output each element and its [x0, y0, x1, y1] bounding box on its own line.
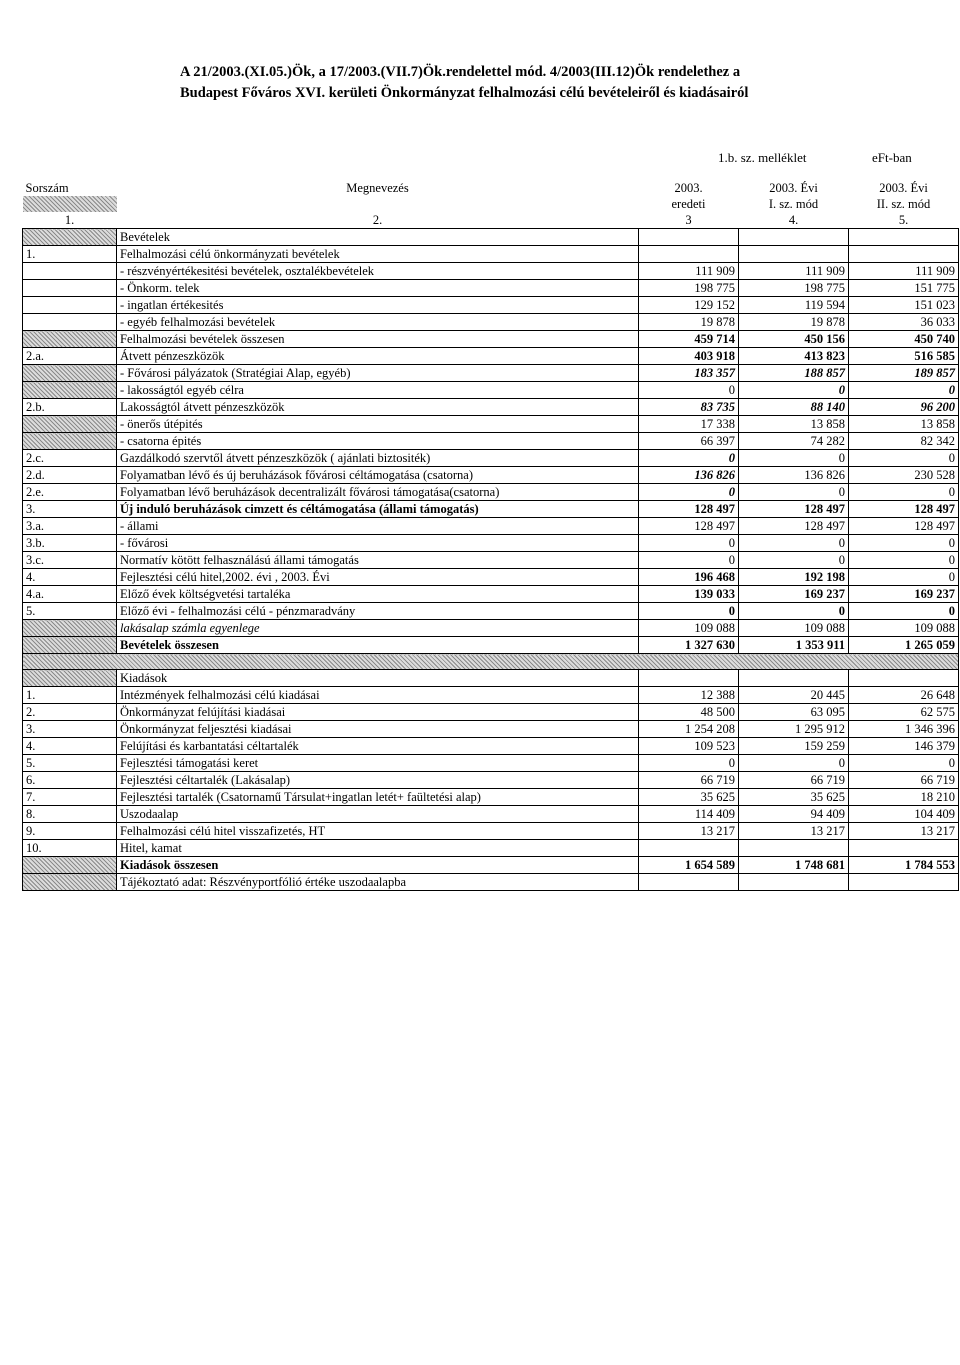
- row-name-cell: Önkormányzat feljesztési kiadásai: [117, 721, 639, 738]
- value-mod1-cell: 94 409: [739, 806, 849, 823]
- table-row: [23, 263, 959, 280]
- table-row: [23, 365, 959, 382]
- row-name-cell: - Önkorm. telek: [117, 280, 639, 297]
- unit-label: eFt-ban: [872, 150, 912, 165]
- table-row: [23, 721, 959, 738]
- value-mod2-cell: 36 033: [849, 314, 959, 331]
- row-number-cell: 3.: [23, 501, 117, 518]
- value-original-cell: [639, 246, 739, 263]
- header-cell: 2003. Évi: [879, 180, 928, 195]
- value-mod2-cell: 66 719: [849, 772, 959, 789]
- value-mod1-cell: 35 625: [739, 789, 849, 806]
- row-number-cell: 3.: [23, 721, 117, 738]
- value-mod2-cell: 230 528: [849, 467, 959, 484]
- value-original-cell: 109 523: [639, 738, 739, 755]
- value-mod2-cell: 26 648: [849, 687, 959, 704]
- value-mod2-cell: 128 497: [849, 518, 959, 535]
- header-cell: 2.: [372, 212, 383, 227]
- value-mod1-cell: 198 775: [739, 280, 849, 297]
- row-number-cell: 3.a.: [23, 518, 117, 535]
- table-row: [23, 772, 959, 789]
- value-mod2-cell: [849, 246, 959, 263]
- value-mod1-cell: [739, 246, 849, 263]
- value-original-cell: 66 719: [639, 772, 739, 789]
- value-original-cell: 48 500: [639, 704, 739, 721]
- row-number-cell: 5.: [23, 603, 117, 620]
- value-mod2-cell: 516 585: [849, 348, 959, 365]
- value-mod1-cell: [739, 670, 849, 687]
- row-number-cell: 8.: [23, 806, 117, 823]
- header-cell: [117, 196, 639, 212]
- value-mod2-cell: 0: [849, 569, 959, 586]
- value-mod2-cell: 189 857: [849, 365, 959, 382]
- header-cell: Sorszám: [25, 180, 69, 195]
- row-number-cell: [23, 263, 117, 280]
- value-original-cell: [639, 670, 739, 687]
- table-row: [23, 484, 959, 501]
- header-cell: [23, 196, 117, 212]
- value-mod2-cell: 13 858: [849, 416, 959, 433]
- value-mod1-cell: 119 594: [739, 297, 849, 314]
- row-name-cell: - csatorna épités: [117, 433, 639, 450]
- value-original-cell: 19 878: [639, 314, 739, 331]
- value-original-cell: 139 033: [639, 586, 739, 603]
- row-name-cell: Előző évi - felhalmozási célú - pénzmaradvány: [117, 603, 639, 620]
- value-original-cell: 129 152: [639, 297, 739, 314]
- table-row: [23, 246, 959, 263]
- value-original-cell: 0: [639, 603, 739, 620]
- table-row: [23, 840, 959, 857]
- table-row: [23, 857, 959, 874]
- row-number-cell: 1.: [23, 246, 117, 263]
- row-name-cell: Bevételek: [117, 229, 639, 246]
- row-name-cell: Lakosságtól átvett pénzeszközök: [117, 399, 639, 416]
- table-row: [23, 501, 959, 518]
- row-name-cell: Felhalmozási bevételek összesen: [117, 331, 639, 348]
- row-number-cell: [23, 314, 117, 331]
- row-name-cell: Kiadások összesen: [117, 857, 639, 874]
- table-row: [23, 229, 959, 246]
- value-mod1-cell: 1 295 912: [739, 721, 849, 738]
- row-name-cell: Kiadások: [117, 670, 639, 687]
- value-mod1-cell: 188 857: [739, 365, 849, 382]
- row-name-cell: Fejlesztési célú hitel,2002. évi , 2003. Évi: [117, 569, 639, 586]
- value-mod1-cell: 0: [739, 535, 849, 552]
- value-original-cell: [639, 229, 739, 246]
- value-mod2-cell: 109 088: [849, 620, 959, 637]
- header-cell: 1.: [64, 212, 75, 227]
- header-cell: 2003.: [674, 180, 703, 195]
- row-number-cell: 3.c.: [23, 552, 117, 569]
- table-row: [23, 518, 959, 535]
- value-original-cell: 35 625: [639, 789, 739, 806]
- value-mod1-cell: 192 198: [739, 569, 849, 586]
- row-name-cell: - állami: [117, 518, 639, 535]
- row-name-cell: Gazdálkodó szervtől átvett pénzeszközök ( ajánlati biztositék): [117, 450, 639, 467]
- header-cell: 3: [685, 212, 692, 227]
- row-number-cell: 2.b.: [23, 399, 117, 416]
- table-row: [23, 806, 959, 823]
- row-number-cell: [23, 297, 117, 314]
- row-name-cell: Előző évek költségvetési tartaléka: [117, 586, 639, 603]
- value-original-cell: 13 217: [639, 823, 739, 840]
- value-mod2-cell: 0: [849, 450, 959, 467]
- row-name-cell: Felhalmozási célú hitel visszafizetés, HT: [117, 823, 639, 840]
- value-mod2-cell: [849, 670, 959, 687]
- value-mod1-cell: 0: [739, 755, 849, 772]
- value-mod1-cell: 128 497: [739, 501, 849, 518]
- header-row-2: [23, 196, 959, 212]
- row-number-cell: [23, 670, 117, 687]
- table-row: [23, 670, 959, 687]
- table-row: [23, 704, 959, 721]
- value-mod2-cell: 1 346 396: [849, 721, 959, 738]
- value-original-cell: 0: [639, 755, 739, 772]
- value-mod2-cell: 151 023: [849, 297, 959, 314]
- value-mod2-cell: 128 497: [849, 501, 959, 518]
- title-line-2: Budapest Főváros XVI. kerületi Önkormányzat felhalmozási célú bevételeiről és kiadásairól: [180, 85, 749, 101]
- table-row: [23, 314, 959, 331]
- value-mod2-cell: 0: [849, 535, 959, 552]
- row-name-cell: Uszodaalap: [117, 806, 639, 823]
- row-number-cell: [23, 280, 117, 297]
- table-row: [23, 450, 959, 467]
- table-row: [23, 467, 959, 484]
- value-original-cell: 114 409: [639, 806, 739, 823]
- table-row: [23, 331, 959, 348]
- value-mod2-cell: 146 379: [849, 738, 959, 755]
- value-original-cell: 17 338: [639, 416, 739, 433]
- value-mod2-cell: 18 210: [849, 789, 959, 806]
- title-line-1: A 21/2003.(XI.05.)Ök, a 17/2003.(VII.7)Ök.rendelettel mód. 4/2003(III.12)Ök rendelethez a: [180, 64, 741, 80]
- value-original-cell: 0: [639, 450, 739, 467]
- value-mod1-cell: 20 445: [739, 687, 849, 704]
- table-row: [23, 874, 959, 891]
- document-title: [180, 62, 820, 104]
- row-name-cell: lakásalap számla egyenlege: [117, 620, 639, 637]
- row-number-cell: 2.c.: [23, 450, 117, 467]
- value-mod1-cell: 136 826: [739, 467, 849, 484]
- row-name-cell: Hitel, kamat: [117, 840, 639, 857]
- value-mod1-cell: [739, 874, 849, 891]
- table-row: [23, 552, 959, 569]
- value-original-cell: [639, 840, 739, 857]
- table-row: [23, 789, 959, 806]
- table-row: [23, 399, 959, 416]
- value-original-cell: 0: [639, 552, 739, 569]
- header-cell: II. sz. mód: [876, 196, 931, 211]
- value-mod1-cell: 0: [739, 450, 849, 467]
- value-original-cell: 1 654 589: [639, 857, 739, 874]
- value-mod1-cell: 0: [739, 552, 849, 569]
- row-number-cell: [23, 637, 117, 654]
- row-name-cell: Felhalmozási célú önkormányzati bevételek: [117, 246, 639, 263]
- value-original-cell: 198 775: [639, 280, 739, 297]
- value-original-cell: 403 918: [639, 348, 739, 365]
- value-original-cell: 0: [639, 382, 739, 399]
- row-name-cell: - lakosságtól egyéb célra: [117, 382, 639, 399]
- row-name-cell: Tájékoztató adat: Részvényportfólió értéke uszodaalapba: [117, 874, 639, 891]
- value-mod1-cell: 109 088: [739, 620, 849, 637]
- table-row: [23, 637, 959, 654]
- row-number-cell: [23, 331, 117, 348]
- row-number-cell: 4.a.: [23, 586, 117, 603]
- value-mod1-cell: [739, 840, 849, 857]
- row-number-cell: 10.: [23, 840, 117, 857]
- spacer-row: [23, 654, 959, 670]
- value-original-cell: 136 826: [639, 467, 739, 484]
- value-original-cell: 0: [639, 484, 739, 501]
- annex-reference: 1.b. sz. melléklet: [718, 150, 807, 165]
- table-row: [23, 280, 959, 297]
- table-row: [23, 823, 959, 840]
- value-mod2-cell: [849, 874, 959, 891]
- value-original-cell: 459 714: [639, 331, 739, 348]
- row-number-cell: [23, 620, 117, 637]
- row-name-cell: Fejlesztési céltartalék (Lakásalap): [117, 772, 639, 789]
- row-name-cell: Folyamatban lévő és új beruházások fővárosi céltámogatása (csatorna): [117, 467, 639, 484]
- value-mod1-cell: 63 095: [739, 704, 849, 721]
- row-number-cell: [23, 382, 117, 399]
- value-mod2-cell: 1 784 553: [849, 857, 959, 874]
- row-name-cell: Új induló beruházások cimzett és céltámogatása (állami támogatás): [117, 501, 639, 518]
- row-number-cell: 2.: [23, 704, 117, 721]
- row-number-cell: 2.e.: [23, 484, 117, 501]
- table-row: [23, 687, 959, 704]
- table-row: [23, 603, 959, 620]
- row-number-cell: [23, 416, 117, 433]
- header-cell: 2003. Évi: [769, 180, 818, 195]
- value-mod2-cell: [849, 840, 959, 857]
- table-row: [23, 297, 959, 314]
- table-row: [23, 569, 959, 586]
- table-row: [23, 620, 959, 637]
- row-name-cell: Fejlesztési támogatási keret: [117, 755, 639, 772]
- row-number-cell: 5.: [23, 755, 117, 772]
- row-name-cell: Normatív kötött felhasználású állami támogatás: [117, 552, 639, 569]
- row-number-cell: 2.a.: [23, 348, 117, 365]
- value-original-cell: 128 497: [639, 518, 739, 535]
- header-cell: 5.: [898, 212, 909, 227]
- header-cell: 4.: [788, 212, 799, 227]
- value-original-cell: 66 397: [639, 433, 739, 450]
- header-cell: eredeti: [671, 196, 706, 211]
- row-name-cell: Folyamatban lévő beruházások decentralizált fővárosi támogatása(csatorna): [117, 484, 639, 501]
- value-mod1-cell: 13 858: [739, 416, 849, 433]
- value-original-cell: 83 735: [639, 399, 739, 416]
- row-number-cell: 4.: [23, 738, 117, 755]
- row-number-cell: [23, 857, 117, 874]
- row-number-cell: [23, 874, 117, 891]
- row-number-cell: [23, 433, 117, 450]
- value-mod1-cell: [739, 229, 849, 246]
- value-original-cell: 196 468: [639, 569, 739, 586]
- value-mod1-cell: 159 259: [739, 738, 849, 755]
- value-mod2-cell: 1 265 059: [849, 637, 959, 654]
- row-number-cell: [23, 229, 117, 246]
- row-number-cell: 4.: [23, 569, 117, 586]
- value-mod2-cell: 450 740: [849, 331, 959, 348]
- value-original-cell: [639, 874, 739, 891]
- spacer-cell: [23, 654, 959, 670]
- value-original-cell: 111 909: [639, 263, 739, 280]
- table-row: [23, 416, 959, 433]
- value-mod2-cell: 0: [849, 382, 959, 399]
- row-name-cell: - részvényértékesitési bevételek, osztalékbevételek: [117, 263, 639, 280]
- value-original-cell: 1 254 208: [639, 721, 739, 738]
- value-mod2-cell: 111 909: [849, 263, 959, 280]
- table-row: [23, 382, 959, 399]
- budget-table-body: [23, 180, 959, 891]
- row-name-cell: Átvett pénzeszközök: [117, 348, 639, 365]
- row-number-cell: 3.b.: [23, 535, 117, 552]
- value-mod2-cell: [849, 229, 959, 246]
- budget-table: [22, 180, 959, 891]
- value-mod2-cell: 62 575: [849, 704, 959, 721]
- value-mod2-cell: 0: [849, 552, 959, 569]
- value-mod2-cell: 13 217: [849, 823, 959, 840]
- row-number-cell: 9.: [23, 823, 117, 840]
- value-mod1-cell: 19 878: [739, 314, 849, 331]
- value-mod1-cell: 413 823: [739, 348, 849, 365]
- row-name-cell: Bevételek összesen: [117, 637, 639, 654]
- value-mod2-cell: 82 342: [849, 433, 959, 450]
- value-original-cell: 12 388: [639, 687, 739, 704]
- table-row: [23, 433, 959, 450]
- value-mod1-cell: 128 497: [739, 518, 849, 535]
- value-mod1-cell: 88 140: [739, 399, 849, 416]
- row-name-cell: - egyéb felhalmozási bevételek: [117, 314, 639, 331]
- row-number-cell: [23, 365, 117, 382]
- value-mod1-cell: 111 909: [739, 263, 849, 280]
- row-number-cell: 6.: [23, 772, 117, 789]
- value-mod1-cell: 169 237: [739, 586, 849, 603]
- table-row: [23, 348, 959, 365]
- value-mod1-cell: 1 353 911: [739, 637, 849, 654]
- value-original-cell: 1 327 630: [639, 637, 739, 654]
- row-number-cell: 2.d.: [23, 467, 117, 484]
- row-name-cell: - fővárosi: [117, 535, 639, 552]
- value-mod2-cell: 104 409: [849, 806, 959, 823]
- table-row: [23, 535, 959, 552]
- table-row: [23, 755, 959, 772]
- value-mod2-cell: 151 775: [849, 280, 959, 297]
- value-original-cell: 128 497: [639, 501, 739, 518]
- row-name-cell: Önkormányzat felújítási kiadásai: [117, 704, 639, 721]
- value-original-cell: 183 357: [639, 365, 739, 382]
- value-mod2-cell: 0: [849, 603, 959, 620]
- table-row: [23, 586, 959, 603]
- row-name-cell: - önerős útépités: [117, 416, 639, 433]
- row-name-cell: Intézmények felhalmozási célú kiadásai: [117, 687, 639, 704]
- header-row-1: [23, 180, 959, 196]
- value-mod1-cell: 74 282: [739, 433, 849, 450]
- value-mod2-cell: 0: [849, 484, 959, 501]
- row-name-cell: Felújítási és karbantatási céltartalék: [117, 738, 639, 755]
- table-row: [23, 738, 959, 755]
- value-mod1-cell: 13 217: [739, 823, 849, 840]
- header-cell: Megnevezés: [346, 180, 409, 195]
- header-row-3: [23, 212, 959, 229]
- row-name-cell: - ingatlan értékesités: [117, 297, 639, 314]
- row-name-cell: - Fővárosi pályázatok (Stratégiai Alap, egyéb): [117, 365, 639, 382]
- value-mod1-cell: 1 748 681: [739, 857, 849, 874]
- value-mod1-cell: 0: [739, 382, 849, 399]
- value-original-cell: 109 088: [639, 620, 739, 637]
- value-mod2-cell: 0: [849, 755, 959, 772]
- value-mod1-cell: 450 156: [739, 331, 849, 348]
- header-cell: I. sz. mód: [768, 196, 819, 211]
- row-name-cell: Fejlesztési tartalék (Csatornamű Társulat+ingatlan letét+ faültetési alap): [117, 789, 639, 806]
- value-mod1-cell: 66 719: [739, 772, 849, 789]
- value-mod2-cell: 169 237: [849, 586, 959, 603]
- value-mod1-cell: 0: [739, 603, 849, 620]
- row-number-cell: 7.: [23, 789, 117, 806]
- value-original-cell: 0: [639, 535, 739, 552]
- value-mod2-cell: 96 200: [849, 399, 959, 416]
- value-mod1-cell: 0: [739, 484, 849, 501]
- row-number-cell: 1.: [23, 687, 117, 704]
